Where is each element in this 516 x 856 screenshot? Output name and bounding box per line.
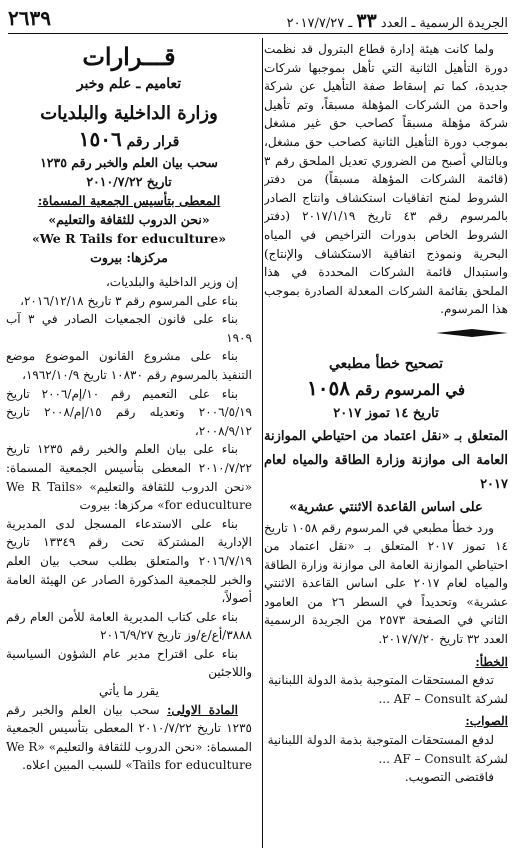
decision-prefix: قرار رقم	[126, 134, 180, 150]
error-text-2: لشركة AF – Consult ...	[378, 691, 508, 706]
column-divider	[262, 38, 263, 848]
page-number: ٢٦٣٩	[8, 6, 51, 30]
erratum-title: تصحيح خطأ مطبعي	[328, 355, 444, 372]
erratum-date: تاريخ ١٤ تموز ٢٠١٧	[333, 405, 439, 421]
erratum-notice	[264, 353, 508, 787]
intro-paragraph: ولما كانت هيئة إدارة قطاع البترول قد نظمت دورة التأهيل الثانية التي تأهل بموجبها شركات جديدة، كما تم إسقاط صفة التأهيل عن شركة واحدة من الشركات المؤهلة مسبقاً، وتم تأهيل شركة مؤهلة مسبقاً كصاحب حق غير مشغل بموجب دورة التأهيل الثانية كصاحب حق مشغل، وبالتالي أصبح من الضروري تعديل الملحق رقم ٣ (قائمة الشركات المؤهلة مسبقاً) من دفتر الشروط لمنح اتفاقيات استكشاف وانتاج الصادر بالمرسوم رقم ٤٣ تاريخ ٢٠١٧/١/١٩ (دفتر الشروط الخاص بدورات التراخيص في المياه البحرية ونموذج اتفاقية الاستكشاف والإنتاج) واستبدال قائمة الشركات المحددة في هذا الملحق بقائمة الشركات المعدلة الصادرة بموجب هذا المرسوم.	[264, 42, 508, 317]
erratum-body: ورد خطأ مطبعي في المرسوم رقم ١٠٥٨ تاريخ ١٤ تموز ٢٠١٧ المتعلق بـ «نقل اعتماد من احتياطي الموازنة العامة الى موازنة وزارة الطاقة والمياه لعام ٢٠١٧ على اساس القاعدة الاثنتي عشرية» وتحديداً في السطر ٢٦ من العامود الثاني في الصفحة ٢٥٧٣ من الجريدة الرسمية العدد ٣٢ تاريخ ٢٠١٧/٧/٢٠.	[264, 520, 508, 647]
association-name-english: «We R Tails for educulture»	[31, 231, 227, 246]
erratum-decree-line	[264, 375, 508, 403]
erratum-basis: على اساس القاعدة الاثنتي عشرية»	[289, 499, 483, 515]
recitals-list	[6, 292, 252, 682]
erratum-closing: فاقتضى التصويب.	[404, 770, 494, 785]
correct-label: الصواب:	[465, 714, 508, 729]
section-subtitle: تعاميم ـ علم وخبر	[76, 76, 182, 92]
correct-text-2: لشركة AF – Consult ...	[378, 751, 508, 766]
recital-item: بناء على مشروع القانون الموضوع موضع التنفيذ بالمرسوم رقم ١٠٨٣٠ تاريخ ١٩٦٢/١٠/٩،	[6, 349, 252, 382]
minister-line: إن وزير الداخلية والبلديات،	[105, 275, 238, 289]
publication-title	[287, 10, 508, 32]
ministry-name: وزارة الداخلية والبلديات	[40, 103, 218, 124]
recital-item: بناء على الاستدعاء المسجل لدى المديرية الإدارية المشتركة تحت رقم ١٣٣٤٩ تاريخ ٢٠١٦/٧/١٩ والمتعلق بطلب سحب بيان العلم والخبر للجمعية المذكورة الصادر عن الهيئة العامة أصولاً،	[6, 516, 252, 606]
article-1	[6, 701, 252, 775]
decides-line: يقرر ما يأتي	[99, 684, 159, 699]
left-column	[6, 40, 252, 852]
gazette-name: الجريدة الرسمية ـ العدد	[380, 16, 508, 31]
recital-item: بناء على اقتراح مدير عام الشؤون السياسية واللاجئين	[6, 646, 252, 680]
error-label: الخطأ:	[475, 654, 508, 669]
error-text-1: تدفع المستحقات المتوجبة بذمة الدولة اللبنانية	[267, 673, 494, 688]
erratum-subject: المتعلق بـ «نقل اعتماد من احتياطي الموازنة العامة الى موازنة وزارة الطاقة والمياه لعام ٢٠١٧	[264, 428, 508, 492]
section-title: قـــرارات	[82, 42, 176, 71]
decree-prefix: في المرسوم رقم	[355, 380, 465, 399]
page-header	[8, 6, 508, 32]
article-1-label: المادة الاولى:	[166, 702, 238, 717]
decision-number: ١٥٠٦	[78, 127, 122, 151]
section-separator-ornament	[436, 329, 508, 337]
article-1-text: سحب بيان العلم والخبر رقم ١٢٣٥ تاريخ ٢٠١٠/٧/٢٢ المعطى بتأسيس الجمعية المسماة: «نحن الدروب للثقافة والتعليم» «We R Tails for educulture» للسبب المبين اعلاه.	[6, 702, 252, 773]
issue-number: ٣٣	[356, 10, 377, 32]
recital-item: بناء على بيان العلم والخبر رقم ١٢٣٥ تاريخ ٢٠١٠/٧/٢٢ المعطى بتأسيس الجمعية المسماة: «نحن الدروب للثقافة والتعليم» «We R Tails for educulture» مركزها: بيروت	[6, 442, 252, 513]
recital-item: بناء على التعميم رقم ١٠/إم/٢٠٠٦ تاريخ ٢٠٠٦/٥/١٩ وتعديله رقم ١٥/إم/٢٠٠٨ تاريخ ٢٠٠٨/٩/١٢،	[6, 386, 252, 438]
recital-item: بناء على المرسوم رقم ٣ تاريخ ٢٠١٦/١٢/١٨،	[20, 293, 238, 308]
withdraw-line: سحب بيان العلم والخبر رقم ١٢٣٥	[40, 155, 218, 170]
right-column	[264, 40, 508, 852]
issue-date: ـ ٢٠١٧/٧/٢٧	[286, 16, 353, 31]
correct-text-1: لدفع المستحقات المتوجبة بذمة الدولة اللبنانية	[267, 733, 494, 748]
header-rule	[8, 33, 508, 34]
recital-item: بناء على قانون الجمعيات الصادر في ٣ آب ١٩٠٩	[6, 312, 252, 345]
decree-number: ١٠٥٨	[306, 375, 350, 400]
association-hq: مركزها: بيروت	[90, 250, 168, 265]
association-line: المعطى بتأسيس الجمعية المسماة:	[37, 193, 221, 208]
decision-number-line	[6, 128, 252, 153]
decision-date: تاريخ ٢٠١٠/٧/٢٢	[86, 174, 172, 189]
association-name-arabic: «نحن الدروب للثقافة والتعليم»	[48, 212, 210, 227]
recital-item: بناء على كتاب المديرية العامة للأمن العام رقم ٣٨٨٨/أع/ع/وز تاريخ ٢٠١٦/٩/٢٧	[6, 609, 252, 643]
